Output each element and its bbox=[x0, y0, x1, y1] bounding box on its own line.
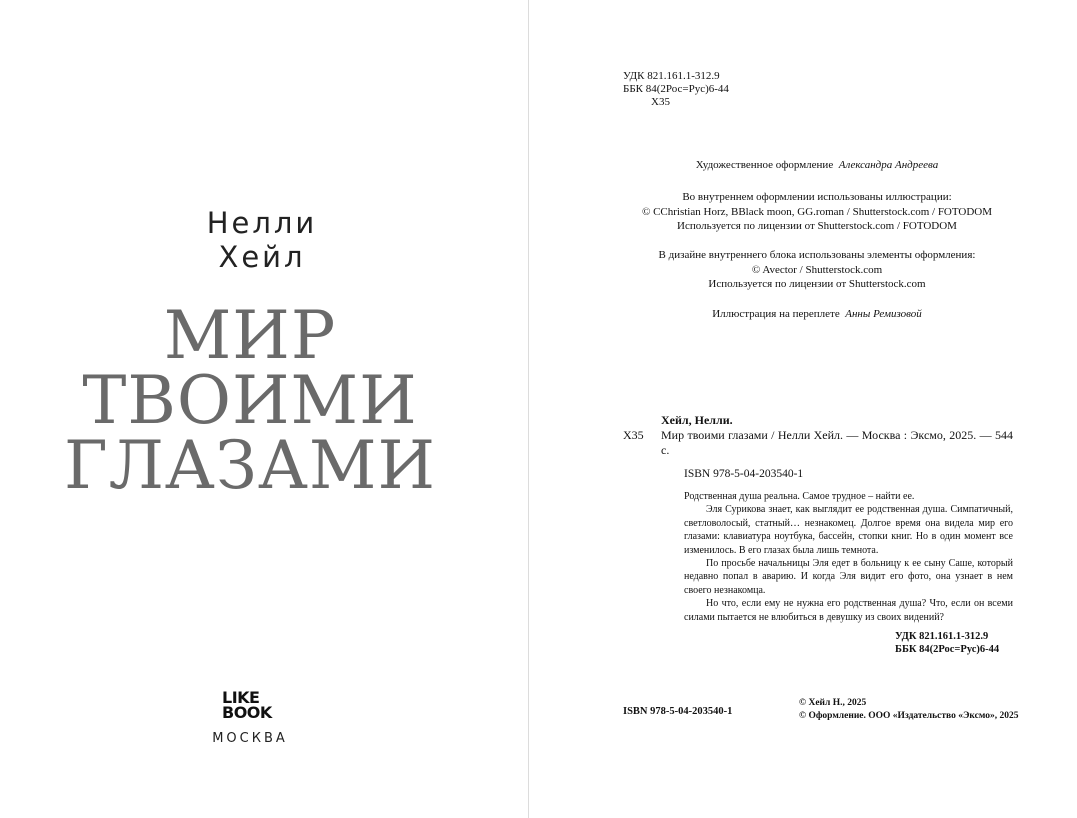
entry-author: Хейл, Нелли. bbox=[661, 413, 733, 427]
classification-codes-bottom bbox=[895, 630, 999, 656]
entry-isbn: ISBN 978-5-04-203540-1 bbox=[684, 468, 804, 480]
abstract bbox=[684, 490, 1013, 624]
author-last-name: Хейл bbox=[218, 240, 306, 274]
isbn-bottom: ISBN 978-5-04-203540-1 bbox=[623, 706, 733, 717]
right-page bbox=[529, 0, 1077, 818]
book-title-line-3: ГЛАЗАМИ bbox=[64, 427, 436, 504]
cover-credit bbox=[619, 307, 1015, 322]
illustrations-credit bbox=[619, 190, 1015, 234]
design-label: Художественное оформление bbox=[695, 159, 834, 171]
bbk-code-bottom: ББК 84(2Рос=Рус)6-44 bbox=[895, 644, 1000, 655]
cover-label: Иллюстрация на переплете bbox=[712, 308, 840, 320]
udk-code: УДК 821.161.1-312.9 bbox=[623, 70, 720, 82]
block-line-1: В дизайне внутреннего блока использованы элементы оформления: bbox=[658, 249, 976, 261]
classification-codes bbox=[623, 70, 729, 109]
abstract-paragraph: По просьбе начальницы Эля едет в больницу к ее сыну Саше, который недавно попал в аварию. И когда Эля видит его фото, она узнает в нем своего незнакомца. bbox=[684, 558, 1013, 596]
illus-line-3: Используется по лицензии от Shutterstock.com / FOTODOM bbox=[677, 220, 957, 232]
book-title-line-2: ТВОИМИ bbox=[82, 362, 418, 439]
entry-body: Мир твоими глазами / Нелли Хейл. — Москва : Эксмо, 2025. — 544 с. bbox=[661, 428, 1013, 457]
abstract-paragraph: Родственная душа реальна. Самое трудное – найти ее. bbox=[684, 491, 915, 502]
publisher-city: МОСКВА bbox=[212, 731, 288, 746]
block-line-2: © Avector / Shutterstock.com bbox=[751, 263, 883, 276]
udk-code-bottom: УДК 821.161.1-312.9 bbox=[895, 631, 989, 642]
cover-name: Анны Ремизовой bbox=[845, 308, 922, 320]
left-page bbox=[0, 0, 528, 818]
author-first-name: Нелли bbox=[206, 206, 318, 240]
entry-code: Х35 bbox=[623, 428, 644, 442]
abstract-paragraph: Но что, если ему не нужна его родственная душа? Что, если он всеми силами пытается не влюбиться в девушку из своих видений? bbox=[684, 598, 1013, 623]
logo-top-text: LIKE bbox=[222, 688, 260, 707]
illus-line-1: Во внутреннем оформлении использованы иллюстрации: bbox=[682, 191, 952, 203]
catalog-entry bbox=[623, 413, 1013, 458]
block-line-3: Используется по лицензии от Shutterstock.com bbox=[708, 278, 926, 290]
design-credit bbox=[619, 158, 1015, 173]
copyright bbox=[799, 697, 1018, 722]
bbk-code: ББК 84(2Рос=Рус)6-44 bbox=[623, 83, 729, 95]
publisher-logo bbox=[222, 690, 276, 720]
design-name: Александра Андреева bbox=[838, 159, 939, 171]
author-sign: Х35 bbox=[651, 96, 670, 108]
block-design-credit bbox=[619, 248, 1015, 292]
copyright-author: © Хейл Н., 2025 bbox=[799, 698, 867, 708]
illus-line-2: © CChristian Horz, BBlack moon, GG.roman / Shutterstock.com / FOTODOM bbox=[641, 205, 993, 218]
abstract-paragraph: Эля Сурикова знает, как выглядит ее родственная душа. Симпатичный, светловолосый, статный… незнакомец. Долгое время она видела мир его глазами: клавиатура ноутбука, бассейн, стопки книг. Но в один момент все изменилось. В его глазах была лишь темнота. bbox=[684, 504, 1013, 556]
book-title-line-1: МИР bbox=[163, 297, 337, 374]
logo-bottom-text: BOOK bbox=[222, 703, 272, 722]
copyright-design: © Оформление. ООО «Издательство «Эксмо», 2025 bbox=[799, 710, 1019, 721]
